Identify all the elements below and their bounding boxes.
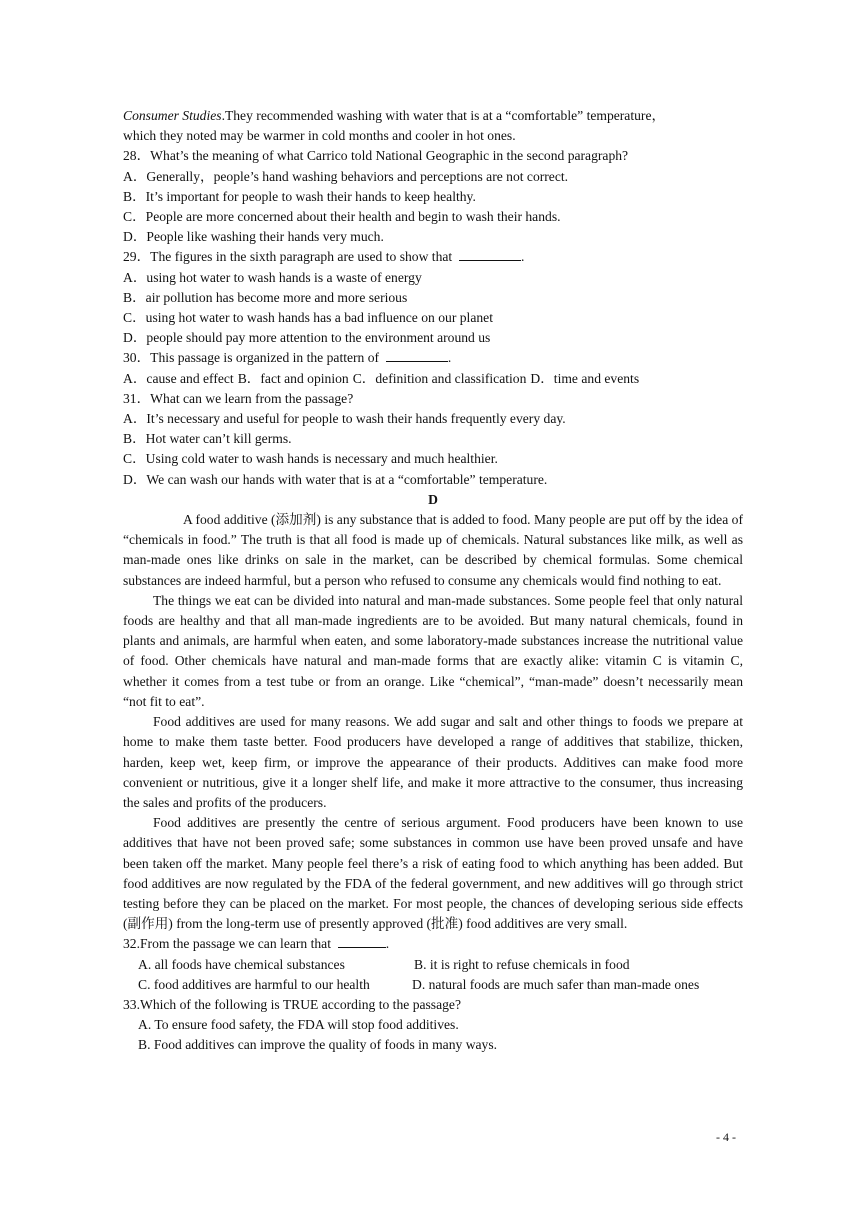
q33-stem: 33.Which of the following is TRUE according to the passage?: [123, 996, 461, 1012]
q33-option-a: A. To ensure food safety, the FDA will stop food additives.: [138, 1017, 459, 1033]
section-d-paragraph-4: Food additives are presently the centre of serious argument. Food producers have been known to use additives that have not been proved safe; some substances in common use have been proved unsafe and have been taken off the market. Many people feel there’s a risk of eating food to which anything has been added. But food additives are now regulated by the FDA of the federal government, and new additives will go through strict testing before they can be placed on the market. For most people, the chances of developing serious side effects (副作用) from the long-term use of presently approved (批准) food additives are very small.: [123, 815, 743, 932]
q29-answer-blank: [459, 248, 521, 261]
section-d-paragraph-1: A food additive (添加剂) is any substance that is added to food. Many people are put off by the idea of “chemicals in food.” The truth is that all food is made up of chemicals. Natural substances like milk, as well as man-made ones like drinks on sale in the market, can be described by chemical formulas. Some chemical substances are indeed harmful, but a person who refused to consume any chemicals would find nothing to eat.: [123, 512, 743, 588]
intro-text: .They recommended washing with water that is at a “comfortable” temperature，: [221, 108, 666, 123]
q30-stem-text: 30．This passage is organized in the pattern of: [123, 350, 380, 366]
q30-option-d: D．time and events: [530, 370, 640, 386]
q29-stem-end: .: [520, 249, 525, 265]
document-page: [123, 106, 743, 1056]
q32-stem-end: .: [385, 936, 390, 952]
q31-option-d: D．We can wash our hands with water that is at a “comfortable” temperature.: [123, 471, 548, 487]
q30-option-a: A．cause and effect: [123, 370, 234, 386]
intro-line-2: which they noted may be warmer in cold months and cooler in hot ones.: [123, 128, 516, 144]
q28-stem: 28．What’s the meaning of what Carrico told National Geographic in the second paragraph?: [123, 148, 629, 164]
q32-option-d: D. natural foods are much safer than man-made ones: [412, 976, 700, 992]
section-d-heading: D: [428, 491, 438, 507]
q31-stem: 31．What can we learn from the passage?: [123, 390, 354, 406]
section-d-paragraph-3: Food additives are used for many reasons. We add sugar and salt and other things to foods we prepare at home to make them taste better. Food producers have developed a range of additives that stabilize, thicken, harden, keep wet, keep firm, or improve the appearance of their products. Additives can make food more convenient or nutritious, give it a longer shelf life, and make it more attractive to the consumer, thus increasing the sales and profits of the producers.: [123, 714, 743, 810]
q28-option-c: C．People are more concerned about their health and begin to wash their hands.: [123, 209, 561, 225]
q28-option-a: A．Generally，people’s hand washing behaviors and perceptions are not correct.: [123, 168, 569, 184]
page-number: - 4 -: [716, 1130, 736, 1144]
q30-option-b: B．fact and opinion: [237, 370, 349, 386]
q32-stem-text: 32.From the passage we can learn that: [123, 936, 331, 952]
q32-answer-blank: [338, 935, 386, 948]
q32-options-row-1: [123, 955, 743, 975]
q31-option-b: B．Hot water can’t kill germs.: [123, 431, 292, 447]
q32-options-row-2: [123, 975, 743, 995]
q29-stem: [123, 247, 743, 267]
q33-option-b: B. Food additives can improve the quality of foods in many ways.: [138, 1037, 498, 1053]
q30-option-c: C．definition and classification: [352, 370, 527, 386]
q32-option-c: C. food additives are harmful to our health: [138, 976, 370, 992]
section-d-paragraph-2: The things we eat can be divided into natural and man-made substances. Some people feel that only natural foods are healthy and that all man-made ingredients are to be avoided. But many natural chemicals, found in plants and animals, are harmful when eaten, and some laboratory-made substances increase the nutritional value of food. Other chemicals have natural and man-made forms that are exactly alike: vitamin C is vitamin C, whether it comes from a test tube or from an orange. Like “chemical”, “man-made” doesn’t necessarily mean “not fit to eat”.: [123, 592, 743, 709]
q29-option-c: C．using hot water to wash hands has a bad influence on our planet: [123, 310, 493, 326]
q32-stem: [123, 934, 743, 954]
q29-option-d: D．people should pay more attention to the environment around us: [123, 330, 491, 346]
q30-stem-end: .: [447, 350, 452, 366]
q31-option-a: A．It’s necessary and useful for people to wash their hands frequently every day.: [123, 411, 566, 427]
intro-line-1: [123, 106, 743, 126]
q28-option-d: D．People like washing their hands very much.: [123, 229, 384, 245]
q31-option-c: C．Using cold water to wash hands is necessary and much healthier.: [123, 451, 498, 467]
q28-option-b: B．It’s important for people to wash their hands to keep healthy.: [123, 188, 476, 204]
intro-italic: Consumer Studies: [123, 108, 222, 123]
q29-option-a: A．using hot water to wash hands is a waste of energy: [123, 269, 422, 285]
q30-stem: [123, 348, 743, 368]
q30-options: [123, 369, 743, 389]
q29-stem-text: 29．The figures in the sixth paragraph are used to show that: [123, 249, 453, 265]
q30-answer-blank: [386, 349, 448, 362]
q29-option-b: B．air pollution has become more and more serious: [123, 289, 408, 305]
q32-option-a: A. all foods have chemical substances: [138, 956, 345, 972]
q32-option-b: B. it is right to refuse chemicals in food: [414, 956, 630, 972]
